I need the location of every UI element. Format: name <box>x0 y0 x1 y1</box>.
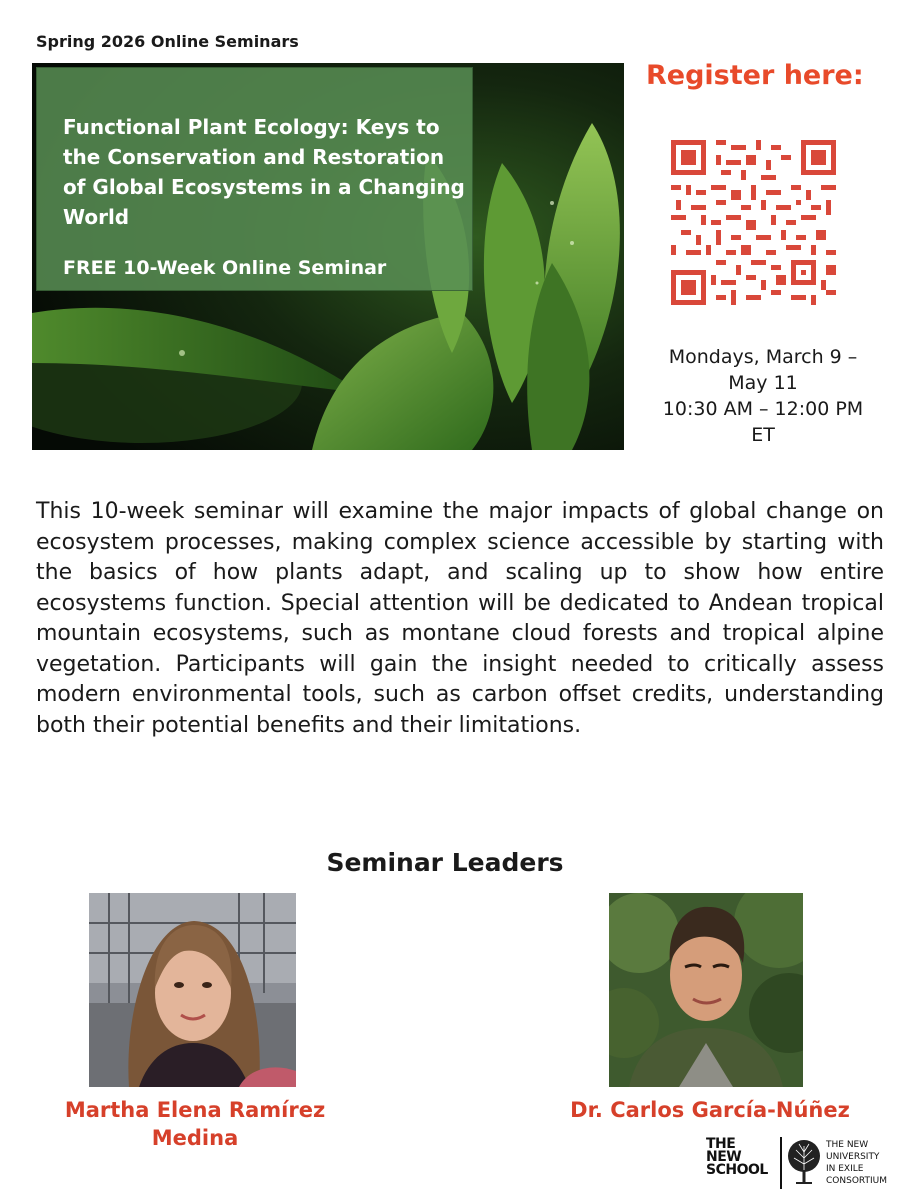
leader-name-line: Medina <box>151 1126 239 1150</box>
schedule-line: Mondays, March 9 – <box>668 346 858 368</box>
leader-photo-martha <box>89 893 296 1087</box>
leader-name-carlos <box>540 1096 880 1124</box>
schedule <box>638 344 888 448</box>
logo-line: NEW <box>706 1149 742 1165</box>
logo-divider <box>780 1137 782 1189</box>
seminar-description: This 10-week seminar will examine the major impacts of global change on ecosystem processes, making complex science accessible by starting with the basics of how plants adapt, and scaling up to show how entire ecosystems function. Special attention will be dedicated to Andean tropical mountain ecosystems, such as montane cloud forests and tropical alpine vegetation. Participants will gain the insight needed to critically assess modern environmental tools, such as carbon offset credits, understanding both their potential benefits and their limitations. <box>36 499 884 738</box>
seminar-title: Functional Plant Ecology: Keys to the Conservation and Restoration of Global Ecosystems in a Changing World <box>63 115 465 229</box>
logo-line: IN EXILE <box>826 1164 864 1174</box>
leaders-heading: Seminar Leaders <box>326 848 564 877</box>
schedule-line: May 11 <box>728 372 798 394</box>
qr-code-icon[interactable] <box>671 140 836 305</box>
logo-line: THE <box>706 1136 736 1152</box>
logo-line: THE NEW <box>826 1140 869 1150</box>
tree-icon <box>786 1136 822 1190</box>
schedule-line: 10:30 AM – 12:00 PM <box>662 398 864 420</box>
register-heading: Register here: <box>646 60 864 91</box>
series-label: Spring 2026 Online Seminars <box>36 32 299 51</box>
new-school-logo <box>706 1138 768 1177</box>
seminar-subtitle: FREE 10-Week Online Seminar <box>63 257 387 279</box>
logo-line: UNIVERSITY <box>826 1152 880 1162</box>
consortium-logo-text <box>826 1139 887 1187</box>
leader-name-line: Dr. Carlos García-Núñez <box>570 1098 850 1122</box>
logo-line: SCHOOL <box>706 1162 768 1178</box>
leader-name-martha <box>30 1096 360 1152</box>
leader-photo-carlos <box>609 893 803 1087</box>
leader-name-line: Martha Elena Ramírez <box>64 1098 326 1122</box>
schedule-line: ET <box>751 424 775 446</box>
logo-line: CONSORTIUM <box>826 1176 888 1186</box>
